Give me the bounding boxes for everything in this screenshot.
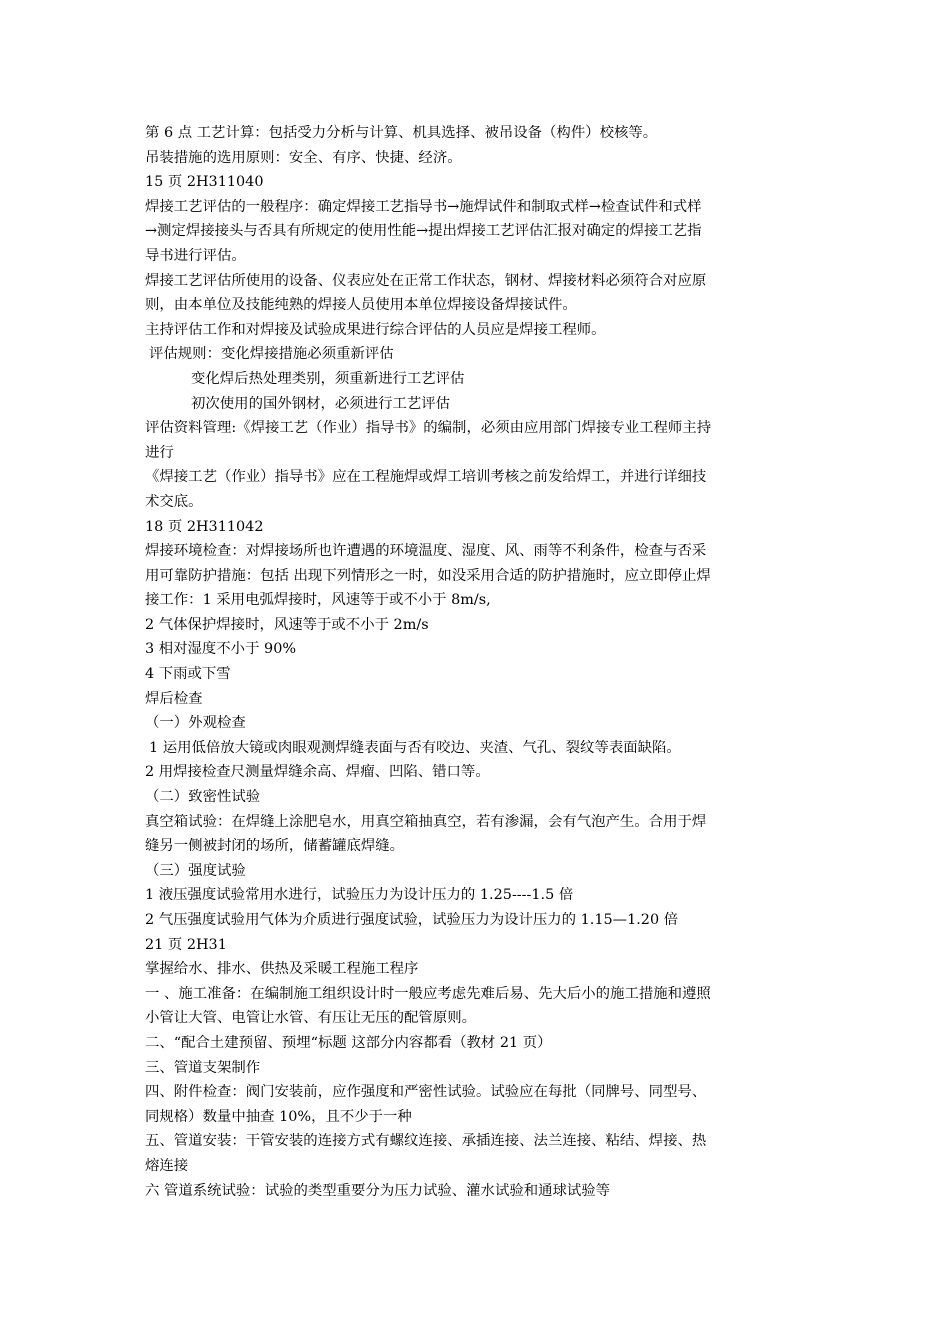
text-line: 术交底。 [145,493,203,510]
text-line: 熔连接 [145,1157,189,1174]
text-line: 初次使用的国外钢材，必须进行工艺评估 [191,395,451,412]
text-line: 焊后检查 [145,690,203,707]
text-line: 2 用焊接检查尺测量焊缝余高、焊瘤、凹陷、错口等。 [145,764,490,781]
text-line: 评估资料管理:《焊接工艺（作业）指导书》的编制，必须由应用部门焊接专业工程师主持 [145,420,712,437]
text-line: 五、管道安装：干管安装的连接方式有螺纹连接、承插连接、法兰连接、粘结、焊接、热 [145,1133,707,1150]
text-line: 缝另一侧被封闭的场所，储蓄罐底焊缝。 [145,838,405,855]
text-line: 评估规则：变化焊接措施必须重新评估 [149,346,394,363]
text-line: （一）外观检查 [145,715,246,732]
text-line: 2 气体保护焊接时，风速等于或不小于 2m/s [145,616,429,633]
text-line: 《焊接工艺（作业）指导书》应在工程施焊或焊工培训考核之前发给焊工，并进行详细技 [145,469,707,486]
text-line: →测定焊接接头与否具有所规定的使用性能→提出焊接工艺评估汇报对确定的焊接工艺指 [145,223,702,240]
text-line: 真空箱试验：在焊缝上涂肥皂水，用真空箱抽真空，若有渗漏，会有气泡产生。合用于焊 [145,813,707,830]
text-line: 小管让大管、电管让水管、有压让无压的配管原则。 [145,1010,476,1027]
text-line: 导书进行评估。 [145,247,246,264]
text-line: （三）强度试验 [145,862,246,879]
text-line: 用可靠防护措施：包括 出现下列情形之一时，如没采用合适的防护措施时，应立即停止焊 [145,567,711,584]
text-line: 吊装措施的选用原则：安全、有序、快捷、经济。 [145,149,462,166]
text-line: 二、“配合土建预留、预埋“标题 这部分内容都看（教材 21 页） [145,1034,552,1051]
text-line: 接工作：1 采用电弧焊接时，风速等于或不小于 8m/s, [145,592,491,609]
text-line: 1 液压强度试验常用水进行，试验压力为设计压力的 1.25----1.5 倍 [145,887,574,904]
text-line: 焊接环境检查：对焊接场所也许遭遇的环境温度、湿度、风、雨等不利条件，检查与否采 [145,543,707,560]
text-line: 2 气压强度试验用气体为介质进行强度试验，试验压力为设计压力的 1.15—1.20 倍 [145,912,679,928]
text-line: 四、附件检查：阀门安装前，应作强度和严密性试验。试验应在每批（同牌号、同型号、 [145,1084,707,1101]
text-line: 焊接工艺评估所使用的设备、仪表应处在正常工作状态，钢材、焊接材料必须符合对应原 [145,272,707,289]
text-line: 则，由本单位及技能纯熟的焊接人员使用本单位焊接设备焊接试件。 [145,297,577,314]
text-line: 掌握给水、排水、供热及采暖工程施工程序 [145,961,419,978]
document-body [145,121,810,1203]
text-line: 进行 [145,444,174,461]
text-line: 3 相对湿度不小于 90% [145,641,297,658]
text-line: 焊接工艺评估的一般程序：确定焊接工艺指导书→施焊试件和制取式样→检查试件和式样 [145,198,702,215]
text-line: 1 运用低倍放大镜或肉眼观测焊缝表面与否有咬边、夹渣、气孔、裂纹等表面缺陷。 [149,739,681,756]
section-heading: 15 页 2H311040 [145,174,264,191]
text-line: 同规格）数量中抽查 10%，且不少于一种 [145,1108,412,1125]
section-heading: 21 页 2H31 [145,936,227,953]
text-line: 六 管道系统试验：试验的类型重要分为压力试验、灌水试验和通球试验等 [145,1182,611,1199]
text-line: （二）致密性试验 [145,789,261,806]
text-line: 主持评估工作和对焊接及试验成果进行综合评估的人员应是焊接工程师。 [145,321,606,338]
text-line: 一 、施工准备：在编制施工组织设计时一般应考虑先难后易、先大后小的施工措施和遵照 [145,985,711,1002]
text-line: 变化焊后热处理类别，须重新进行工艺评估 [191,370,465,387]
text-line: 三、管道支架制作 [145,1059,261,1076]
section-heading: 18 页 2H311042 [145,518,264,535]
text-line: 4 下雨或下雪 [145,666,231,683]
text-line: 第 6 点 工艺计算：包括受力分析与计算、机具选择、被吊设备（构件）校核等。 [145,125,658,141]
